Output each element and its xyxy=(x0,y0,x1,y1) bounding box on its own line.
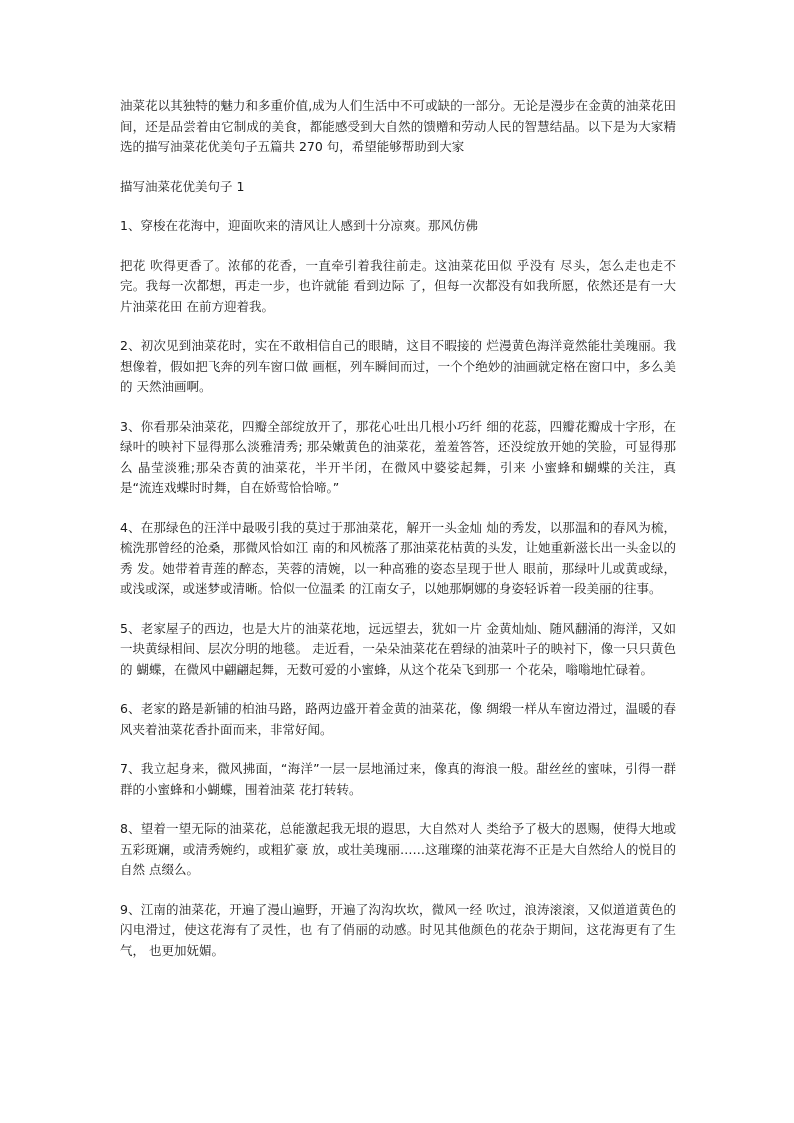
sentence-4: 4、在那绿色的汪洋中最吸引我的莫过于那油菜花，解开一头金灿 灿的秀发，以那温和的春风为梳，梳洗那曾经的沧桑，那微风恰如江 南的和风梳落了那油菜花枯黄的头发，让她重新滋长出一头金以的秀 发。她带着青莲的醉态，芙蓉的清婉，以一种高雅的姿态呈现于世人 眼前，那绿叶儿或黄或绿，或浅或深，或迷梦或清晰。恰似一位温柔 的江南女子，以她那婀娜的身姿轻诉着一段美丽的往事。 xyxy=(120,519,676,596)
sentence-2: 2、初次见到油菜花时，实在不敢相信自己的眼睛，这目不暇接的 烂漫黄色海洋竟然能壮美瑰丽。我想像着，假如把飞奔的列车窗口做 画框，列车瞬间而过，一个个绝妙的油画就定格在窗口中，多么美的 天然油画啊。 xyxy=(120,338,676,394)
sentence-1-line: 1、穿梭在花海中，迎面吹来的清风让人感到十分凉爽。那风仿佛 xyxy=(120,218,478,233)
intro-paragraph: 油菜花以其独特的魅力和多重价值,成为人们生活中不可或缺的一部分。无论是漫步在金黄的油菜花田间，还是品尝着由它制成的美食，都能感受到大自然的馈赠和劳动人民的智慧结晶。以下是为大家精选的描写油菜花优美句子五篇共 270 句，希望能够帮助到大家 xyxy=(120,98,676,154)
document-body xyxy=(120,96,676,980)
sentence-5: 5、老家屋子的西边，也是大片的油菜花地，远远望去，犹如一片 金黄灿灿、随风翻涌的海洋，又如一块黄绿相间、层次分明的地毯。 走近看，一朵朵油菜花在碧绿的油菜叶子的映衬下，像一只只黄色的 蝴蝶，在微风中翩翩起舞，无数可爱的小蜜蜂，从这个花朵飞到那一 个花朵，嗡嗡地忙碌着。 xyxy=(120,620,676,677)
section-heading: 描写油菜花优美句子 1 xyxy=(120,178,245,194)
sentence-7: 7、我立起身来，微风拂面，“海洋”一层一层地涌过来，像真的海浪一般。甜丝丝的蜜味，引得一群群的小蜜蜂和小蝴蝶，围着油菜 花打转转。 xyxy=(120,761,676,797)
sentence-1-continuation: 把花 吹得更香了。浓郁的花香，一直牵引着我往前走。这油菜花田似 乎没有 尽头，怎么走也走不完。我每一次都想，再走一步，也许就能 看到边际 了，但每一次都没有如我所愿，依然还是有一大片油菜花田 在前方迎着我。 xyxy=(120,257,676,314)
sentence-6: 6、老家的路是新铺的柏油马路，路两边盛开着金黄的油菜花，像 绸缎一样从车窗边滑过，温暖的春风夹着油菜花香扑面而来，非常好闻。 xyxy=(120,701,676,737)
sentence-3: 3、你看那朵油菜花，四瓣全部绽放开了，那花心吐出几根小巧纤 细的花蕊，四瓣花瓣成十字形，在绿叶的映衬下显得那么淡雅清秀; 那朵嫩黄色的油菜花，羞羞答答，还没绽放开她的笑脸，可显得那么 晶莹淡雅;那朵杏黄的油菜花，半开半闭，在微风中婆娑起舞，引来 小蜜蜂和蝴蝶的关注，真是“流连戏蝶时时舞，自在娇莺恰恰啼。” xyxy=(120,418,676,495)
sentence-8: 8、望着一望无际的油菜花，总能激起我无垠的遐思，大自然对人 类给予了极大的恩赐，使得大地或五彩斑斓，或清秀婉约，或粗犷豪 放，或壮美瑰丽……这璀璨的油菜花海不正是大自然给人的悦目的自然 点缀么。 xyxy=(120,821,676,877)
sentence-9: 9、江南的油菜花，开遍了漫山遍野，开遍了沟沟坎坎，微风一经 吹过，浪涛滚滚，又似道道黄色的闪电滑过，使这花海有了灵性，也 有了俏丽的动感。时见其他颜色的花杂于期间，这花海更有了生气， 也更加妩媚。 xyxy=(120,901,676,958)
